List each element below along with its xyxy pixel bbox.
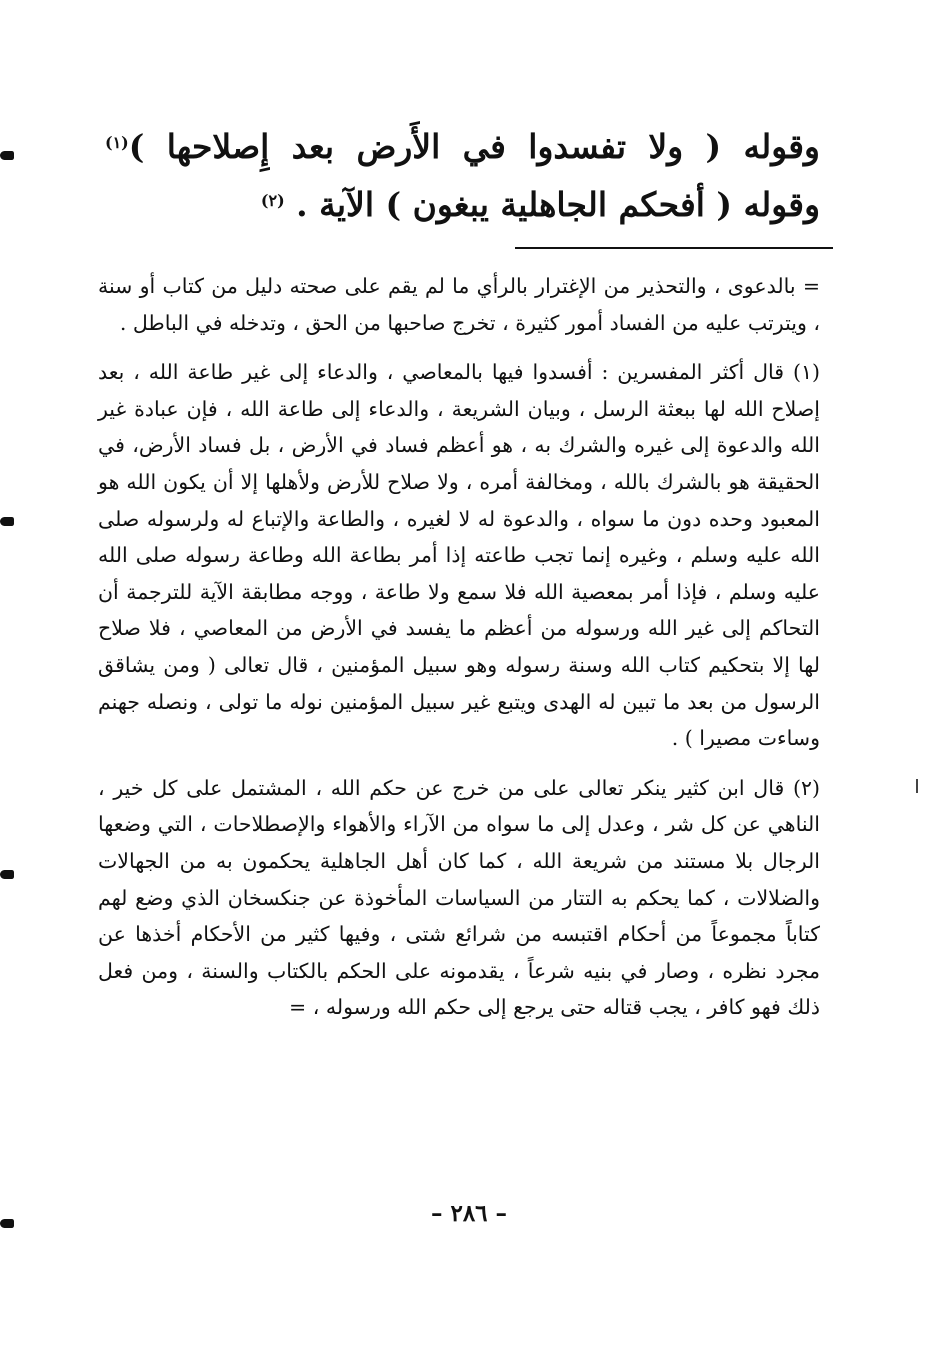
margin-mark-icon [0,870,14,879]
margin-mark-icon [0,517,14,526]
footnotes [98,268,820,1026]
margin-mark-icon [0,151,14,160]
page-number: – ٢٨٦ – [430,1200,508,1227]
footnote-1: (١) قال أكثر المفسرين : أفسدوا فيها بالمعاصي ، والدعاء إلى غير طاعة الله ، بعد إصلاح الله لها ببعثة الرسل ، وبيان الشريعة ، والدعاء إلى طاعة الله ، فإن عبادة غير الله والدعوة إلى غيره والشرك به ، هو أعظم فساد في الأرض ، بل فساد الأرض، في الحقيقة هو بالشرك بالله ، ومخالفة أمره ، ولا صلاح للأرض ولأهلها إلا أن يكون الله هو المعبود وحده دون ما سواه ، والدعوة له لا لغيره ، والطاعة والإتباع له ولرسوله صلى الله عليه وسلم ، وغيره إنما تجب طاعته إذا أمر بطاعة الله وطاعة رسوله صلى الله عليه وسلم ، فإذا أمر بمعصية الله فلا سمع ولا طاعة ، ووجه مطابقة الآية للترجمة أن التحاكم إلى غير الله ورسوله من أعظم ما يفسد في الأرض من المعاصي ، فلا صلاح لها إلا بتحكيم كتاب الله وسنة رسوله وهو سبيل المؤمنين ، قال تعالى ( ومن يشاقق الرسول من بعد ما تبين له الهدى ويتبع غير سبيل المؤمنين نوله ما تولى ، ونصله جهنم وساءت مصيرا ) . [98,360,820,751]
main-text-part2: وقوله ( أفحكم الجاهلية يبغون ) الآية . [296,185,820,224]
main-text [105,118,820,234]
main-text-part1: وقوله ( ولا تفسدوا في الأَرض بعد إِصلاحها ) [128,127,820,166]
footnote-continuation: = بالدعوى ، والتحذير من الإغترار بالرأي ما لم يقم على صحته دليل من كتاب أو سنة ، ويترتب عليه من الفساد أمور كثيرة ، تخرج صاحبها من الحق ، وتدخله في الباطل . [98,274,820,335]
footnote-2: (٢) قال ابن كثير ينكر تعالى على من خرج عن حكم الله ، المشتمل على كل خير ، الناهي عن كل شر ، وعدل إلى ما سواه من الآراء والأهواء والإصطلاحات ، التي وضعها الرجال بلا مستند من شريعة الله ، كما كان أهل الجاهلية يحكمون به من الجهالات والضلالات ، كما يحكم به التتار من السياسات المأخوذة عن جنكسخان الذي وضع لهم كتاباً مجموعاً من أحكام اقتبسه من شرائع شتى ، وفيها كثير من الأحكام أخذها عن مجرد نظره ، وصار في بنيه شرعاً ، يقدمونه على الحكم بالكتاب والسنة ، ومن فعل ذلك فهو كافر ، يجب قتاله حتى يرجع إلى حكم الله ورسوله ، = [98,775,820,1020]
footnote-spacer [98,757,820,770]
footnote-ref-1: (١) [105,133,129,152]
footnote-ref-2: (٢) [260,191,285,210]
footnote-divider [515,247,833,249]
footnote-spacer [98,341,820,354]
margin-tick-icon [916,779,918,793]
